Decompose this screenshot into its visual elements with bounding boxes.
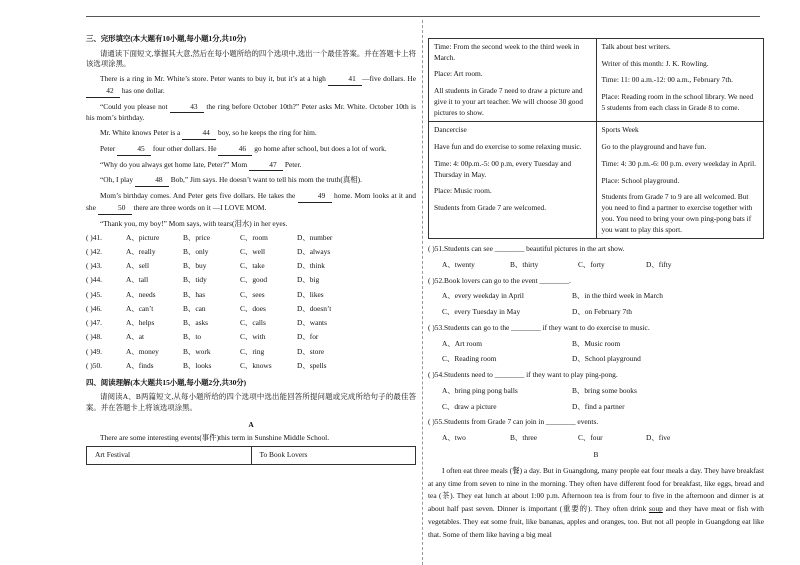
reading-instructions: 请阅读A、B两篇短文,从每小题所给的四个选项中选出能回答所提问题或完成所给句子的最佳答案。并在答题卡上将该选项涂黑。 [86,392,416,413]
question-number: ( )43. [86,261,103,271]
event-art-festival [429,39,597,122]
option-c: C、calls [240,318,266,328]
option-c: C、does [240,303,266,313]
option-b: B、work [183,346,211,356]
passage-text: “Why do you always get home late, Peter?” Mom [100,159,249,169]
passage-text: —five dollars. He [362,74,416,84]
passage-text: There is a ring in Mr. White’s store. Peter wants to buy it, but it’s at a high [100,74,329,84]
art-festival-heading: Art Festival [87,447,252,464]
cloze-paragraph [86,191,416,214]
event-line: Place: Art room. [434,69,483,79]
option-b: B、looks [183,360,212,370]
events-table [428,38,764,239]
question-55: ( )55.Students from Grade 7 can join in ________ events. A、two B、three C、four D、five [428,417,671,443]
option-b: B、only [183,247,209,257]
cloze-question-row [86,290,416,301]
column-divider [422,20,423,565]
event-sports-week [596,122,764,239]
cloze-questions [86,233,416,372]
option-c: C、with [240,332,266,342]
blank-48: 48 [135,175,169,187]
events-table-header [86,446,416,465]
option-a: A、sell [126,261,149,271]
passage-text: Peter. [283,159,302,169]
event-line: Students from Grade 7 to 9 are all welcomed. But you need to find a partner to exercise together with you. You need to bring your own ping-pong bats if you want to play this sport. [601,192,753,234]
option-a: A、needs [126,289,156,299]
passage-a-intro: There are some interesting events(事件)this term in Sunshine Middle School. [100,432,330,442]
cloze-paragraph [86,175,416,187]
event-book-lovers [596,39,764,122]
cloze-paragraph [86,102,416,124]
cloze-paragraph [86,160,416,172]
event-line: Place: School playground. [601,175,680,185]
cloze-question-row [86,318,416,329]
passage-text: “Could you please not [100,101,170,111]
book-lovers-heading: To Book Lovers [259,450,308,460]
option-a: A、can’t [126,303,154,313]
passage-text: Peter [100,143,118,153]
passage-a-label: A [248,419,254,429]
passage-text: boy, so he keeps the ring for him. [216,128,317,138]
option-d: D、wants [297,318,327,328]
event-line: Time: 11: 00 a.m.-12: 00 a.m., February 7th. [601,75,733,85]
option-b: B、asks [183,318,209,328]
event-line: Talk about best writers. [601,42,671,51]
option-c: C、well [240,247,266,257]
option-c: C、knows [240,360,272,370]
question-52: ( )52.Book lovers can go to the event ________. A、every weekday in April B、in the third week in March C、every Tuesday in May D、on February 7th [428,275,663,317]
option-c: C、sees [240,289,265,299]
option-b: B、to [183,332,202,342]
option-d: D、think [297,261,325,271]
event-line: Sports Week [601,125,639,135]
option-d: D、spells [297,360,327,370]
event-line: Place: Music room. [434,186,492,196]
event-line: Dancercise [434,125,467,135]
option-a: A、helps [126,318,155,328]
reading-heading: 四、阅读理解(本大题共15小题,每小题2分,共30分) [86,377,247,387]
passage-text: Bob,” Jim says. He doesn’t want to tell his mom the truth(真相). [168,175,362,185]
question-51: ( )51.Students can see ________ beautiful pictures in the art show. A、twenty B、thirty C、forty D、fifty [428,244,672,270]
blank-44: 44 [182,128,216,140]
blank-47: 47 [249,160,283,172]
passage-b-label: B [593,449,599,459]
cloze-question-row [86,261,416,272]
passage-text: “Oh, I play [100,175,135,185]
option-b: B、has [183,289,206,299]
event-line: Writer of this month: J. K. Rowling. [601,58,709,68]
cloze-question-row [86,247,416,258]
option-a: A、really [126,247,156,257]
cloze-question-row [86,347,416,358]
passage-text: there are three words on it —I LOVE MOM. [131,202,267,212]
blank-50: 50 [98,203,132,215]
cloze-paragraph [86,219,416,230]
question-number: ( )49. [86,346,103,356]
cloze-question-row [86,233,416,244]
cloze-question-row [86,332,416,343]
passage-text: go home after school, but does a lot of work. [252,143,387,153]
option-d: D、number [297,232,333,242]
blank-42: 42 [86,86,120,98]
option-c: C、take [240,261,265,271]
event-line: Time: 4: 00p.m.-5: 00 p.m, every Tuesday and Thursday in May. [434,158,572,179]
event-dancercise [429,122,597,239]
event-line: All students in Grade 7 need to draw a picture and give it to your art teacher. We will choose 30 good pictures to show. [434,86,583,117]
passage-text: four other dollars. He [151,143,219,153]
blank-46: 46 [218,144,252,156]
option-d: D、likes [297,289,324,299]
passage-text: Mr. White knows Peter is a [100,128,183,138]
option-d: D、always [297,247,331,257]
cloze-paragraph [86,144,416,156]
question-number: ( )42. [86,247,103,257]
event-line: Time: 4: 30 p.m.-6: 00 p.m. every weekday in April. [601,158,757,168]
cloze-question-row [86,361,416,372]
cloze-paragraph [86,128,416,140]
question-number: ( )45. [86,289,103,299]
option-c: C、room [240,232,268,242]
question-number: ( )46. [86,303,103,313]
event-line: Have fun and do exercise to some relaxing music. [434,142,582,152]
cloze-question-row [86,275,416,286]
option-a: A、tall [126,275,149,285]
option-b: B、buy [183,261,207,271]
event-line: Place: Reading room in the school library. We need 5 students from each class in Grade 8 to come. [601,92,754,112]
question-number: ( )48. [86,332,103,342]
event-line: Go to the playground and have fun. [601,142,707,152]
question-number: ( )41. [86,232,103,242]
question-54: ( )54.Students need to ________ if they want to play ping-pong. A、bring ping pong balls B、bring some books C、draw a picture D、find a partner [428,370,637,411]
blank-41: 41 [328,74,362,86]
top-rule [86,16,760,17]
passage-text: the ring before October 10th?” Peter asks Mr. White. October 10th is his mom’s birthday. [86,101,416,123]
event-line: Students from Grade 7 are welcomed. [434,203,547,213]
blank-43: 43 [170,102,204,114]
cloze-instructions: 请通读下面短文,掌握其大意,然后在每小题所给的四个选项中,选出一个最佳答案。并在答题卡上将该选项涂黑。 [86,48,416,69]
passage-text: has one dollar. [120,85,165,95]
option-a: A、finds [126,360,154,370]
option-a: A、picture [126,232,160,242]
option-d: D、big [297,275,320,285]
option-b: B、tidy [183,275,207,285]
passage-b-text: I often eat three meals (餐) a day. But in Guangdong, many people eat four meals a day. They have breakfast at any time from seven to nine in the morning. They often have different food for breakfast, like eggs, bread and tea (茶). They eat lunch at about 1:00 p.m. Afternoon tea is from four to five in the afternoon and dinner is at about half past seven. Dinner is important (重要的). They often drink soup and they have meat or fish with vegetables. They eat some fruit, like bananas, apples and oranges, too. But not all people in Guangdong eat like that. Some of them like having a big meal [428,465,764,540]
option-b: B、price [183,232,211,242]
cloze-paragraph [86,74,416,97]
passage-text: Mom’s birthday comes. And Peter gets five dollars. He takes the [100,191,298,201]
option-a: A、money [126,346,159,356]
option-d: D、for [297,332,319,342]
passage-text: “Thank you, my boy!” Mom says, with tears(泪水) in her eyes. [100,218,288,228]
left-column [86,20,416,465]
event-line: Time: From the second week to the third week in March. [434,42,580,62]
question-number: ( )44. [86,275,103,285]
option-c: C、ring [240,346,265,356]
blank-45: 45 [117,144,151,156]
option-d: D、store [297,346,325,356]
option-b: B、can [183,303,206,313]
option-a: A、at [126,332,145,342]
option-c: C、good [240,275,268,285]
cloze-heading: 三、完形填空(本大题有10小题,每小题1分,共10分) [86,34,247,43]
cloze-passage [86,74,416,229]
blank-49: 49 [298,191,332,203]
option-d: D、doesn’t [297,303,332,313]
right-column [428,38,764,542]
cloze-question-row [86,304,416,315]
question-number: ( )47. [86,318,103,328]
question-53: ( )53.Students can go to the ________ if they want to do exercise to music. A、Art room B、Music room C、Reading room D、School playground [428,322,650,364]
passage-text: home. Mom looks at it and she [86,191,416,212]
question-number: ( )50. [86,360,103,370]
